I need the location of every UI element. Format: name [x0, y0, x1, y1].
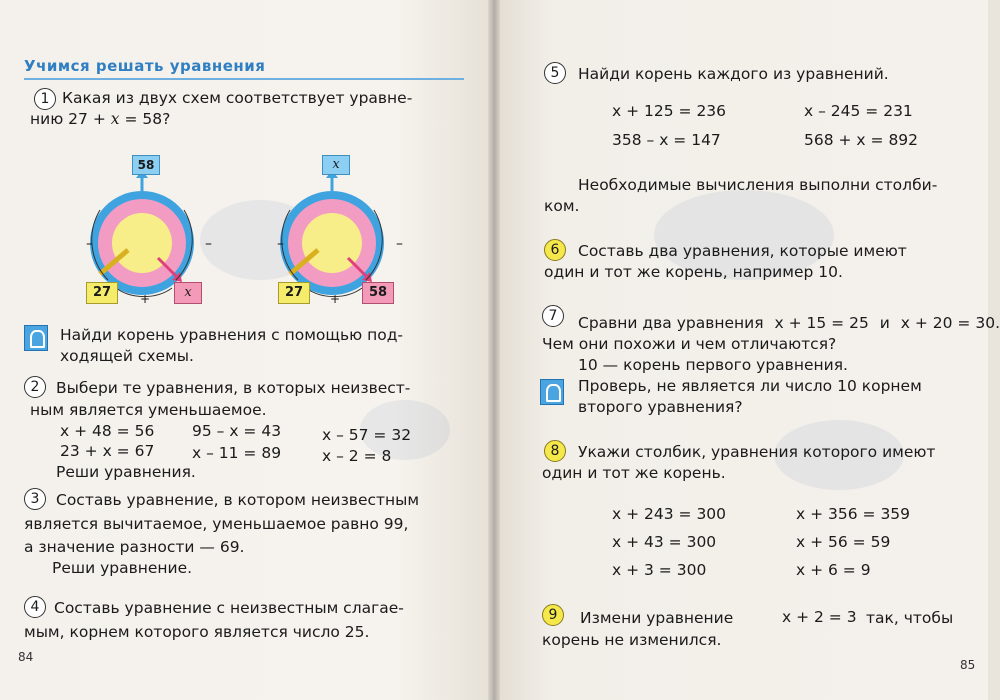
- study-icon: [24, 325, 48, 351]
- scheme1-minus-left: –: [86, 236, 93, 252]
- task7-line1: [578, 313, 1000, 334]
- task1-text: = 58?: [124, 110, 171, 128]
- task8-line1: Укажи столбик, уравнения которого имеют: [578, 443, 936, 461]
- scheme2-minus-left: –: [277, 236, 284, 252]
- task1-variable: x: [110, 110, 120, 128]
- equation: 95 – x = 43: [192, 422, 282, 440]
- scheme1-plus: +: [140, 292, 151, 306]
- task5-line2: Необходимые вычисления выполни столби-: [578, 176, 938, 194]
- equation: 23 + x = 67: [60, 442, 155, 460]
- scheme2-left-box: 27: [278, 282, 310, 304]
- equation: x – 57 = 32: [322, 426, 412, 444]
- equation: x + 15 = 25: [774, 314, 869, 332]
- task1-line2: [30, 109, 170, 130]
- equation: x + 20 = 30.: [900, 314, 1000, 332]
- equation: x – 245 = 231: [804, 102, 913, 120]
- equation: 568 + x = 892: [804, 131, 919, 149]
- task1-text: нию 27 +: [30, 110, 106, 128]
- study-line1: Найди корень уравнения с помощью под-: [60, 326, 404, 344]
- task-number: 1: [34, 88, 56, 110]
- task2-solve: Реши уравнения.: [56, 463, 196, 481]
- task6-line2: один и тот же корень, например 10.: [544, 263, 843, 281]
- left-page: [0, 0, 494, 700]
- scheme1-top-box: 58: [132, 155, 160, 175]
- scheme2-plus: +: [330, 292, 341, 306]
- task-number-highlight: 6: [544, 239, 566, 261]
- section-heading: Учимся решать уравнения: [24, 57, 266, 75]
- task2-line2: ным является уменьшаемое.: [30, 401, 267, 419]
- scheme2-top-box: x: [322, 155, 350, 175]
- equation: x + 125 = 236: [612, 102, 727, 120]
- equation: 358 – x = 147: [612, 131, 721, 149]
- task9-line2: корень не изменился.: [542, 631, 722, 649]
- study-line2: ходящей схемы.: [60, 347, 194, 365]
- equation: x + 6 = 9: [796, 561, 871, 579]
- equation: x + 56 = 59: [796, 533, 891, 551]
- task-number: 5: [544, 62, 566, 84]
- task3-line3: а значение разности — 69.: [24, 538, 245, 556]
- task9-line1-suffix: так, чтобы: [866, 609, 954, 627]
- task-number: 3: [24, 488, 46, 510]
- scheme2-minus-right: –: [396, 236, 403, 252]
- equation: x + 43 = 300: [612, 533, 717, 551]
- task-number: 2: [24, 376, 46, 398]
- right-page: [494, 0, 1000, 700]
- task3-line2: является вычитаемое, уменьшаемое равно 99,: [24, 515, 409, 533]
- task5-line3: ком.: [544, 197, 580, 215]
- book-gutter: [488, 0, 500, 700]
- task7-text: Сравни два уравнения: [578, 314, 764, 332]
- task7-line2: Чем они похожи и чем отличаются?: [542, 335, 837, 353]
- task-number-highlight: 8: [544, 440, 566, 462]
- equation: x + 48 = 56: [60, 422, 155, 440]
- scheme1-minus-right: –: [205, 236, 212, 252]
- task1-line1: Какая из двух схем соответствует уравне-: [62, 89, 413, 107]
- page-number: 85: [960, 658, 976, 672]
- task2-line1: Выбери те уравнения, в которых неизвест-: [56, 379, 411, 397]
- scheme1-right-box: x: [174, 282, 202, 304]
- task5-line1: Найди корень каждого из уравнений.: [578, 65, 889, 83]
- task-number: 7: [542, 305, 564, 327]
- equation: x – 11 = 89: [192, 444, 282, 462]
- task3-line4: Реши уравнение.: [52, 559, 193, 577]
- task3-line1: Составь уравнение, в котором неизвестным: [56, 491, 420, 509]
- scheme1-left-box: 27: [86, 282, 118, 304]
- equation: x + 2 = 3: [782, 608, 857, 626]
- task9-line1-prefix: Измени уравнение: [580, 609, 734, 627]
- equation: x + 3 = 300: [612, 561, 707, 579]
- scheme2-right-box: 58: [362, 282, 394, 304]
- equation: x + 356 = 359: [796, 505, 911, 523]
- task4-line2: мым, корнем которого является число 25.: [24, 623, 370, 641]
- page-number: 84: [18, 650, 34, 664]
- study-icon: [540, 379, 564, 405]
- task7-line3: 10 — корень первого уравнения.: [578, 356, 848, 374]
- heading-underline: [24, 78, 464, 80]
- task-number: 4: [24, 596, 46, 618]
- task7-line4: Проверь, не является ли число 10 корнем: [578, 377, 922, 395]
- equation: x + 243 = 300: [612, 505, 727, 523]
- task8-line2: один и тот же корень.: [542, 464, 726, 482]
- task6-line1: Составь два уравнения, которые имеют: [578, 242, 907, 260]
- equation: x – 2 = 8: [322, 447, 392, 465]
- task7-line5: второго уравнения?: [578, 398, 743, 416]
- task-number-highlight: 9: [542, 604, 564, 626]
- task7-text: и: [879, 314, 890, 332]
- task4-line1: Составь уравнение с неизвестным слагае-: [54, 599, 404, 617]
